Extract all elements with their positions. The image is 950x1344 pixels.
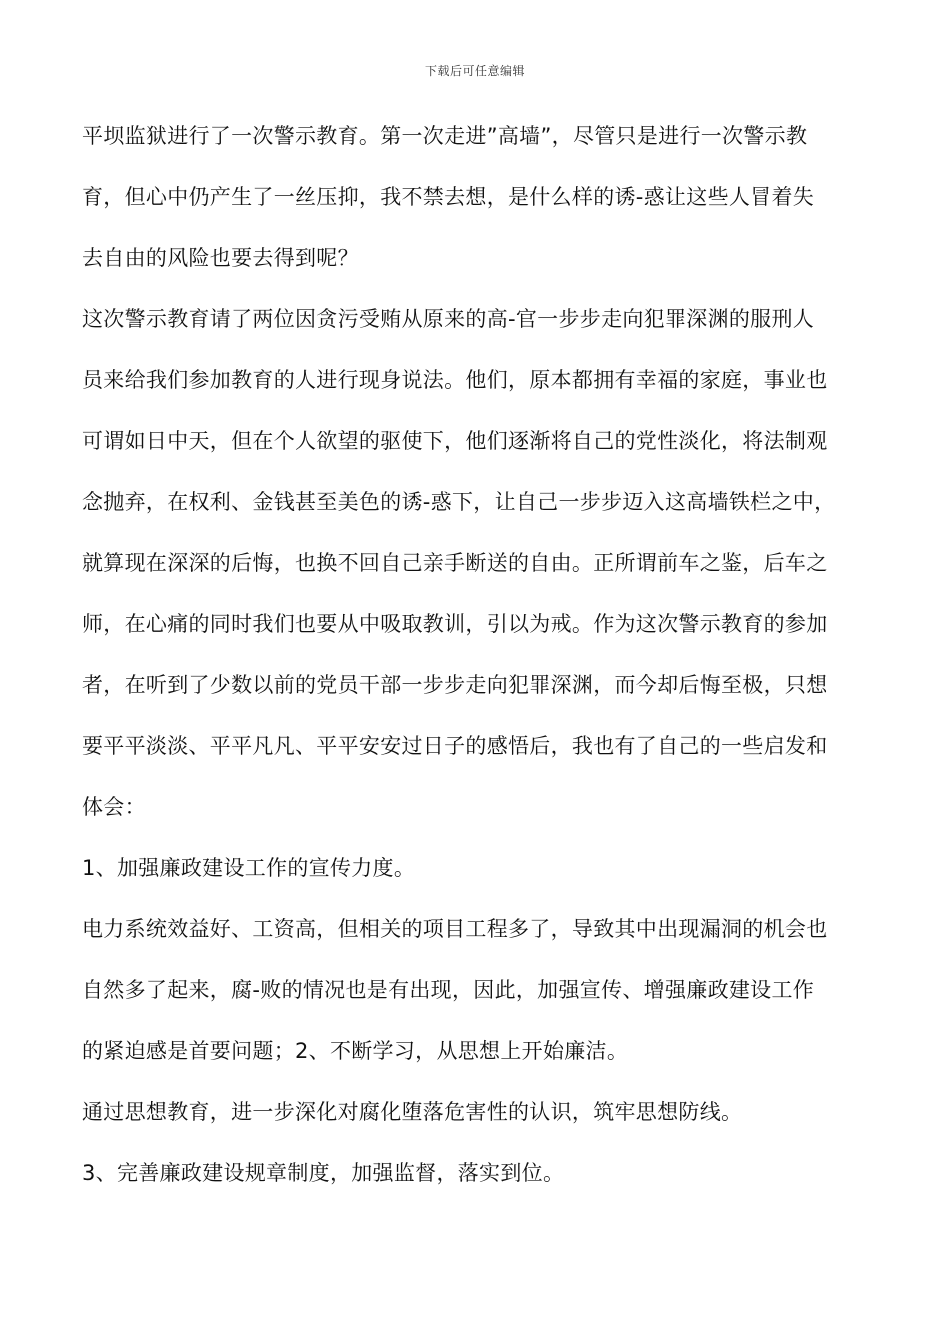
text-line: 可谓如日中天，但在个人欲望的驱使下，他们逐渐将自己的党性淡化，将法制观: [82, 429, 828, 453]
text-line: 员来给我们参加教育的人进行现身说法。他们，原本都拥有幸福的家庭，事业也: [82, 368, 828, 392]
text-line: 平坝监狱进行了一次警示教育。第一次走进”高墙”，尽管只是进行一次警示教: [82, 124, 808, 148]
text-line: 要平平淡淡、平平凡凡、平平安安过日子的感悟后，我也有了自己的一些启发和: [82, 734, 828, 758]
text-line: 电力系统效益好、工资高，但相关的项目工程多了，导致其中出现漏洞的机会也: [82, 917, 828, 941]
text-line: 师，在心痛的同时我们也要从中吸取教训，引以为戒。作为这次警示教育的参加: [82, 612, 828, 636]
text-line: 体会：: [82, 795, 146, 819]
text-line: 通过思想教育，进一步深化对腐化堕落危害性的认识，筑牢思想防线。: [82, 1100, 743, 1124]
text-line: 念抛弃，在权利、金钱甚至美色的诱-惑下，让自己一步步迈入这高墙铁栏之中，: [82, 490, 836, 514]
text-line: 者，在听到了少数以前的党员干部一步步走向犯罪深渊，而今却后悔至极，只想: [82, 673, 828, 697]
section-heading-1: 1、加强廉政建设工作的宣传力度。: [82, 856, 416, 880]
section-heading-3: 3、完善廉政建设规章制度，加强监督，落实到位。: [82, 1161, 565, 1185]
text-line: 就算现在深深的后悔，也换不回自己亲手断送的自由。正所谓前车之鉴，后车之: [82, 551, 828, 575]
document-body: [82, 106, 872, 1204]
page-header-note: 下载后可任意编辑: [424, 64, 525, 78]
text-line: 育，但心中仍产生了一丝压抑，我不禁去想，是什么样的诱-惑让这些人冒着失: [82, 185, 815, 209]
text-line: 的紧迫感是首要问题；2、不断学习，从思想上开始廉洁。: [82, 1039, 629, 1063]
text-line: 去自由的风险也要去得到呢？: [82, 246, 359, 270]
text-line: 自然多了起来，腐-败的情况也是有出现，因此，加强宣传、增强廉政建设工作: [82, 978, 815, 1002]
text-line: 这次警示教育请了两位因贪污受贿从原来的高-官一步步走向犯罪深渊的服刑人: [82, 307, 815, 331]
